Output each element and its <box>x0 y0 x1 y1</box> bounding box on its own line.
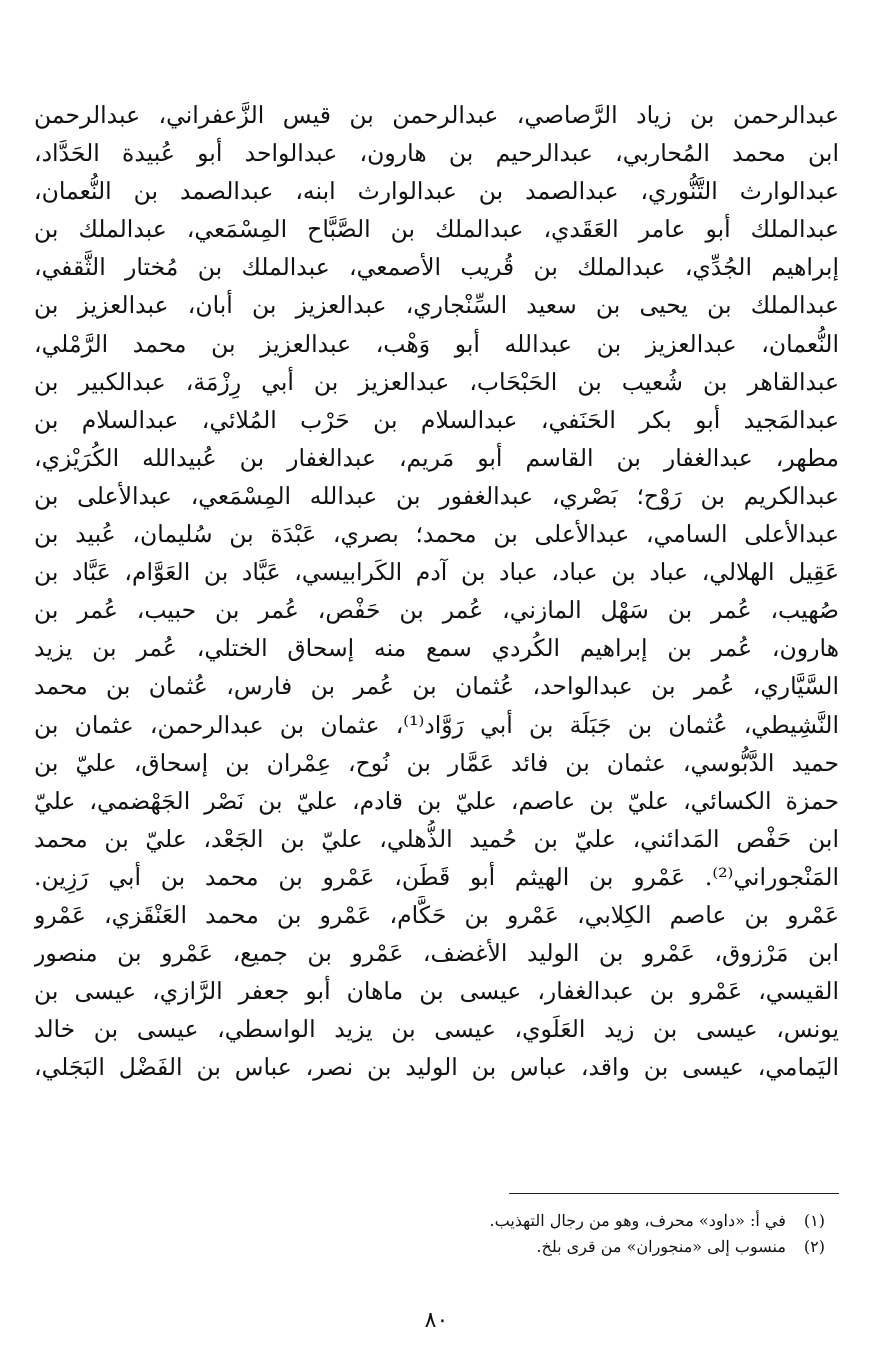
text-line: ابن مَرْزوق، عَمْرو بن الوليد الأغضف، عَمْرو بن جميع، عَمْرو بن منصور <box>34 939 839 968</box>
text-line: عبدالقاهر بن شُعيب بن الحَبْحَاب، عبدالعزيز بن أبي رِزْمَة، عبدالكبير بن <box>34 367 839 396</box>
footnote-text: في أ: «داود» محرف، وهو من رجال التهذيب. <box>489 1211 786 1230</box>
text-line: عبدالمَجيد أبو بكر الحَنَفي، عبدالسلام بن حَرْب المُلائي، عبدالسلام بن <box>34 405 839 434</box>
main-text <box>34 96 839 1086</box>
text-line: عبدالوارث التَّنُّوري، عبدالصمد بن عبدالوارث ابنه، عبدالصمد بن النُّعمان، <box>34 177 839 206</box>
text-line: النَّشِيطي، عُثمان بن جَبَلَة بن أبي رَوَّاد⁽¹⁾، عثمان بن عبدالرحمن، عثمان بن <box>34 710 839 739</box>
text-line: مطهر، عبدالغفار بن القاسم أبو مَريم، عبدالغفار بن عُبيدالله الكُرَيْزي، <box>34 443 839 472</box>
footnote-text: منسوب إلى «منجوران» من قرى بلخ. <box>536 1237 786 1256</box>
footnote-divider <box>509 1193 839 1194</box>
footnotes <box>60 1208 825 1260</box>
text-line: القيسي، عَمْرو بن عبدالغفار، عيسى بن ماهان أبو جعفر الرَّازي، عيسى بن <box>34 977 839 1006</box>
text-line: عبدالملك أبو عامر العَقَدي، عبدالملك بن الصَّبَّاح المِسْمَعي، عبدالملك بن <box>34 215 839 244</box>
text-line: حميد الدَّبُّوسي، عثمان بن فائد عَمَّار بن نُوح، عِمْران بن إسحاق، عليّ بن <box>34 748 839 777</box>
text-line: حمزة الكسائي، عليّ بن عاصم، عليّ بن قادم، عليّ بن نَصْر الجَهْضمي، عليّ <box>34 786 839 815</box>
text-line: عبدالملك بن يحيى بن سعيد السِّنْجاري، عبدالعزيز بن أبان، عبدالعزيز بن <box>34 291 839 320</box>
text-line: عَقِيل الهلالي، عباد بن عباد، عباد بن آدم الكَرابيسي، عَبَّاد بن العَوَّام، عَبَّاد بن <box>34 558 839 587</box>
text-line: ابن محمد المُحاربي، عبدالرحيم بن هارون، عبدالواحد أبو عُبيدة الحَدَّاد، <box>34 139 839 168</box>
footnote-1 <box>60 1208 825 1234</box>
text-line: صُهيب، عُمر بن سَهْل المازني، عُمر بن حَفْص، عُمر بن حبيب، عُمر بن <box>34 596 839 625</box>
text-line: إبراهيم الجُدِّي، عبدالملك بن قُريب الأصمعي، عبدالملك بن مُختار الثَّقفي، <box>34 253 839 282</box>
text-line: اليَمامي، عيسى بن واقد، عباس بن الوليد بن نصر، عباس بن الفَضْل البَجَلي، <box>34 1053 839 1082</box>
text-line: عبدالرحمن بن زياد الرَّصاصي، عبدالرحمن بن قيس الزَّعفراني، عبدالرحمن <box>34 101 839 129</box>
text-line: المَنْجوراني⁽²⁾. عَمْرو بن الهيثم أبو قَطَن، عَمْرو بن محمد بن أبي رَزِين. <box>34 862 839 891</box>
text-line: هارون، عُمر بن إبراهيم الكُردي سمع منه إسحاق الختلي، عُمر بن يزيد <box>34 634 839 663</box>
footnote-number: (٢) <box>803 1237 825 1256</box>
text-line: النُّعمان، عبدالعزيز بن عبدالله أبو وَهْب، عبدالعزيز بن محمد الرَّمْلي، <box>34 329 839 358</box>
footnote-number: (١) <box>803 1211 825 1230</box>
page-number: ٨٠ <box>424 1308 449 1333</box>
text-line: عبدالكريم بن رَوْح؛ بَصْري، عبدالغفور بن عبدالله المِسْمَعي، عبدالأعلى بن <box>34 481 839 510</box>
footnote-2 <box>60 1234 825 1260</box>
text-line: السَّيَّاري، عُمر بن عبدالواحد، عُثمان بن عُمر بن فارس، عُثمان بن محمد <box>34 672 839 701</box>
text-line: عَمْرو بن عاصم الكِلابي، عَمْرو بن حَكَّام، عَمْرو بن محمد العَنْقَزي، عَمْرو <box>34 900 839 929</box>
text-line: عبدالأعلى السامي، عبدالأعلى بن محمد؛ بصري، عَبْدَة بن سُليمان، عُبيد بن <box>34 520 839 549</box>
text-line: ابن حَفْص المَدائني، عليّ بن حُميد الذُّهلي، عليّ بن الجَعْد، عليّ بن محمد <box>34 824 839 853</box>
text-line: يونس، عيسى بن زيد العَلَوي، عيسى بن يزيد الواسطي، عيسى بن خالد <box>34 1015 839 1044</box>
